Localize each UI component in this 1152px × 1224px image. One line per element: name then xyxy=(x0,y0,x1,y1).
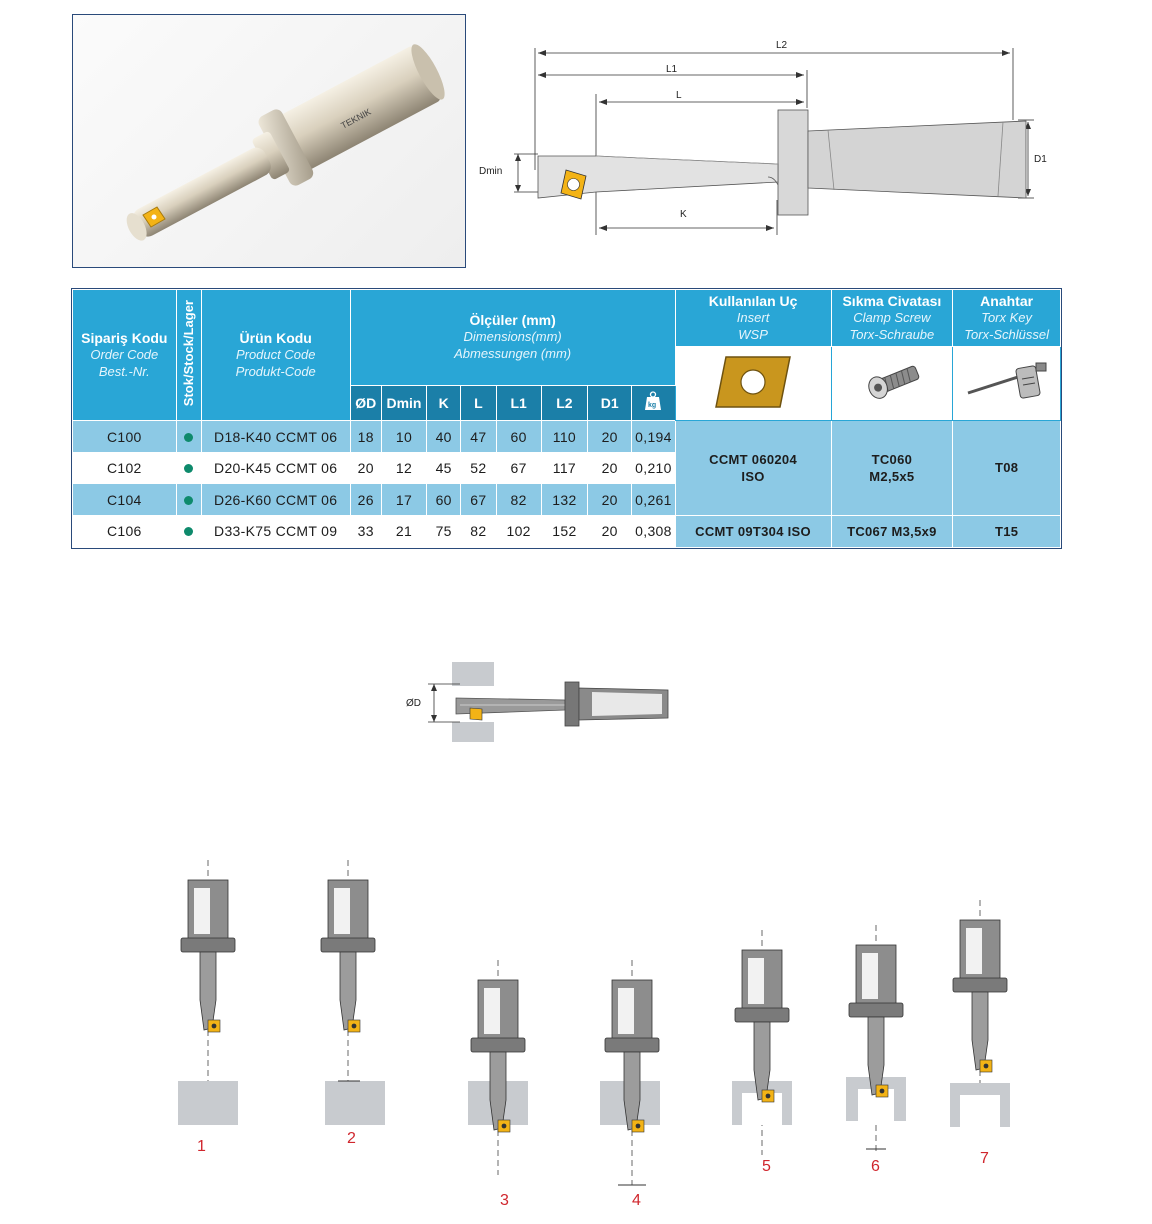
svg-text:kg: kg xyxy=(648,402,657,410)
header-order-code: Sipariş Kodu Order Code Best.-Nr. xyxy=(73,290,177,421)
cell-dmin: 21 xyxy=(381,515,426,547)
table-row xyxy=(73,421,1061,453)
cell-dmin: 10 xyxy=(381,421,426,453)
operation-label-4: 4 xyxy=(632,1192,641,1209)
key-group-b: T15 xyxy=(953,515,1061,547)
operation-4 xyxy=(600,960,660,1185)
operation-5 xyxy=(732,930,792,1155)
dim-label-d1: D1 xyxy=(1034,154,1047,165)
operation-3 xyxy=(468,960,528,1175)
cell-d: 26 xyxy=(350,484,381,515)
col-d: ØD xyxy=(350,385,381,420)
dim-label-l2: L2 xyxy=(776,40,788,51)
cell-d1: 20 xyxy=(588,515,632,547)
cell-k: 60 xyxy=(427,484,461,515)
operation-label-1: 1 xyxy=(197,1138,206,1155)
operation-label-2: 2 xyxy=(347,1130,356,1147)
cell-l2: 117 xyxy=(541,453,587,484)
product-code: D33-K75 CCMT 09 xyxy=(201,515,350,547)
col-weight xyxy=(632,385,675,420)
brand-marking: TEKNIK xyxy=(339,106,373,131)
cell-d1: 20 xyxy=(588,421,632,453)
cell-l: 67 xyxy=(461,484,496,515)
header-dimensions: Ölçüler (mm) Dimensions(mm) Abmessungen (mm) xyxy=(350,290,675,386)
header-product-code: Ürün Kodu Product Code Produkt-Code xyxy=(201,290,350,421)
cell-weight: 0,194 xyxy=(632,421,675,453)
col-l1: L1 xyxy=(496,385,541,420)
product-table xyxy=(72,289,1061,548)
operation-6 xyxy=(846,925,906,1155)
weight-icon xyxy=(644,391,662,411)
cell-k: 45 xyxy=(427,453,461,484)
operation-7 xyxy=(950,900,1010,1130)
torx-key-image xyxy=(953,347,1061,421)
operation-1 xyxy=(178,860,238,1125)
boring-bar-render xyxy=(73,15,465,267)
col-k: K xyxy=(427,385,461,420)
col-d1: D1 xyxy=(588,385,632,420)
stock-dot xyxy=(176,484,201,515)
bore-diameter-drawing xyxy=(400,660,675,745)
screw-group-b: TC067 M3,5x9 xyxy=(831,515,953,547)
cell-d1: 20 xyxy=(588,484,632,515)
cell-d: 18 xyxy=(350,421,381,453)
operations-diagram xyxy=(170,855,1030,1215)
table-row xyxy=(73,515,1061,547)
cell-l2: 132 xyxy=(541,484,587,515)
cell-dmin: 17 xyxy=(381,484,426,515)
col-l: L xyxy=(461,385,496,420)
dim-label-dmin: Dmin xyxy=(479,166,503,177)
stock-dot xyxy=(176,453,201,484)
insert-group-b: CCMT 09T304 ISO xyxy=(675,515,831,547)
insert-image xyxy=(675,347,831,421)
cell-l: 47 xyxy=(461,421,496,453)
key-group-a: T08 xyxy=(953,421,1061,516)
order-code: C102 xyxy=(73,453,177,484)
col-l2: L2 xyxy=(541,385,587,420)
stock-dot xyxy=(176,515,201,547)
order-code: C100 xyxy=(73,421,177,453)
clamp-screw-image xyxy=(831,347,953,421)
cell-weight: 0,210 xyxy=(632,453,675,484)
header-clamp-screw: Sıkma Civatası Clamp Screw Torx-Schraube xyxy=(831,290,953,347)
product-photo xyxy=(72,14,466,268)
cell-k: 40 xyxy=(427,421,461,453)
product-code: D18-K40 CCMT 06 xyxy=(201,421,350,453)
col-dmin: Dmin xyxy=(381,385,426,420)
cell-weight: 0,261 xyxy=(632,484,675,515)
order-code: C104 xyxy=(73,484,177,515)
cell-k: 75 xyxy=(427,515,461,547)
cell-l2: 110 xyxy=(541,421,587,453)
cell-l1: 67 xyxy=(496,453,541,484)
cell-d: 20 xyxy=(350,453,381,484)
operation-label-5: 5 xyxy=(762,1158,771,1175)
screw-group-a: TC060 M2,5x5 xyxy=(831,421,953,516)
cell-weight: 0,308 xyxy=(632,515,675,547)
header-key: Anahtar Torx Key Torx-Schlüssel xyxy=(953,290,1061,347)
operation-label-7: 7 xyxy=(980,1150,989,1167)
header-stock: Stok/Stock/Lager xyxy=(176,290,201,421)
cell-l: 82 xyxy=(461,515,496,547)
cell-l1: 60 xyxy=(496,421,541,453)
dim-label-l: L xyxy=(676,90,682,101)
insert-group-a: CCMT 060204 ISO xyxy=(675,421,831,516)
cell-l: 52 xyxy=(461,453,496,484)
order-code: C106 xyxy=(73,515,177,547)
operation-label-3: 3 xyxy=(500,1192,509,1209)
operation-label-6: 6 xyxy=(871,1158,880,1175)
cell-dmin: 12 xyxy=(381,453,426,484)
product-code: D26-K60 CCMT 06 xyxy=(201,484,350,515)
cell-d: 33 xyxy=(350,515,381,547)
cell-l1: 82 xyxy=(496,484,541,515)
operation-2 xyxy=(321,860,385,1125)
cell-l2: 152 xyxy=(541,515,587,547)
cell-d1: 20 xyxy=(588,453,632,484)
product-code: D20-K45 CCMT 06 xyxy=(201,453,350,484)
header-insert: Kullanılan Uç Insert WSP xyxy=(675,290,831,347)
dim-label-k: K xyxy=(680,209,687,220)
bore-diameter-label: ØD xyxy=(406,698,421,709)
stock-dot xyxy=(176,421,201,453)
dimension-drawing xyxy=(478,30,1078,250)
dim-label-l1: L1 xyxy=(666,64,678,75)
cell-l1: 102 xyxy=(496,515,541,547)
